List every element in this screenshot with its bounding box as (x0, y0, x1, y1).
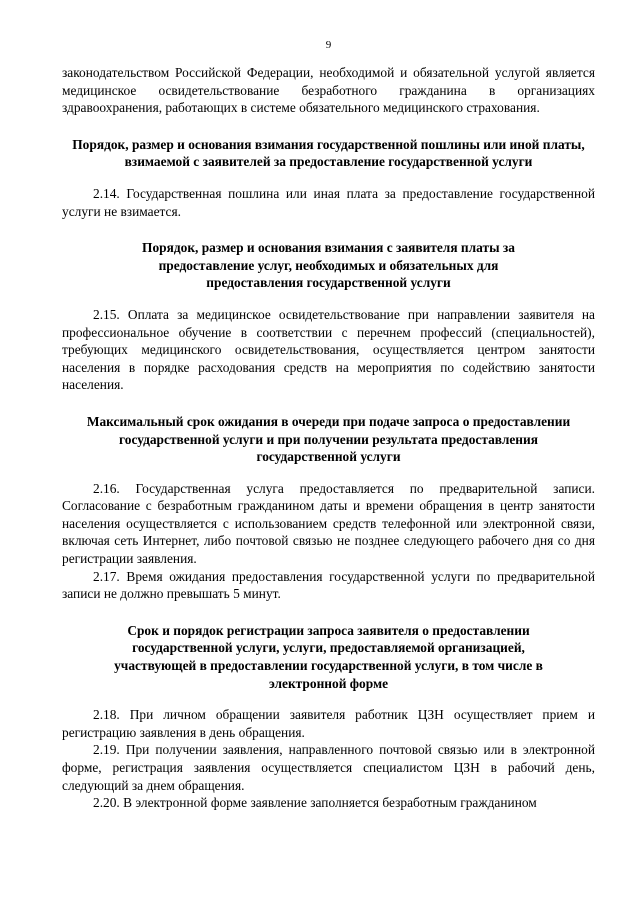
page-number: 9 (325, 39, 332, 51)
paragraph-2-18: 2.18. При личном обращении заявителя работник ЦЗН осуществляет прием и регистрацию заявления в день обращения. (62, 707, 595, 740)
paragraph-2-15: 2.15. Оплата за медицинское освидетельствование при направлении заявителя на профессиональное обучение в соответствии с перечнем профессий (специальностей), требующих медицинского освидетельствования, осуществляется центром занятости населения в порядке расходования средств на мероприятия по содействию занятости населения. (62, 306, 595, 393)
section-heading-waiting-time: Максимальный срок ожидания в очереди при подаче запроса о предоставлении государственной услуги и при получении результата предоставления государственной услуги (86, 413, 571, 465)
section-heading-registration: Срок и порядок регистрации запроса заявителя о предоставлении государственной услуги, услуги, предоставляемой организацией, участвующей в предоставлении государственной услуги, в том числе в электронной форме (114, 622, 543, 691)
section-heading-fee: Порядок, размер и основания взимания государственной пошлины или иной платы, взимаемой с заявителей за предоставление государственной услуги (72, 136, 585, 170)
paragraph-2-19: 2.19. При получении заявления, направленного почтовой связью или в электронной форме, регистрация заявления осуществляется специалистом ЦЗН в рабочий день, следующий за днем обращения. (62, 742, 595, 793)
paragraph-2-14: 2.14. Государственная пошлина или иная плата за предоставление государственной услуги не взимается. (62, 185, 595, 219)
section-heading-payment: Порядок, размер и основания взимания с заявителя платы за предоставление услуг, необходимых и обязательных для предоставления государственной услуги (142, 240, 515, 291)
document-page (62, 0, 595, 905)
paragraph-2-20: 2.20. В электронной форме заявление заполняется безработным гражданином (93, 795, 537, 811)
paragraph-2-16: 2.16. Государственная услуга предоставляется по предварительной записи. Согласование с безработным гражданином даты и времени обращения в центр занятости населения осуществляется с использованием средств телефонной или электронной связи, включая сеть Интернет, либо почтовой связью не позднее следующего рабочего дня со дня регистрации заявления. (62, 480, 595, 567)
paragraph-2-17: 2.17. Время ожидания предоставления государственной услуги по предварительной записи не должно превышать 5 минут. (62, 568, 595, 602)
document-body (62, 64, 595, 812)
opening-paragraph: законодательством Российской Федерации, необходимой и обязательной услугой является медицинское освидетельствование безработного гражданина в организациях здравоохранения, работающих в системе обязательного медицинского страхования. (62, 65, 595, 116)
